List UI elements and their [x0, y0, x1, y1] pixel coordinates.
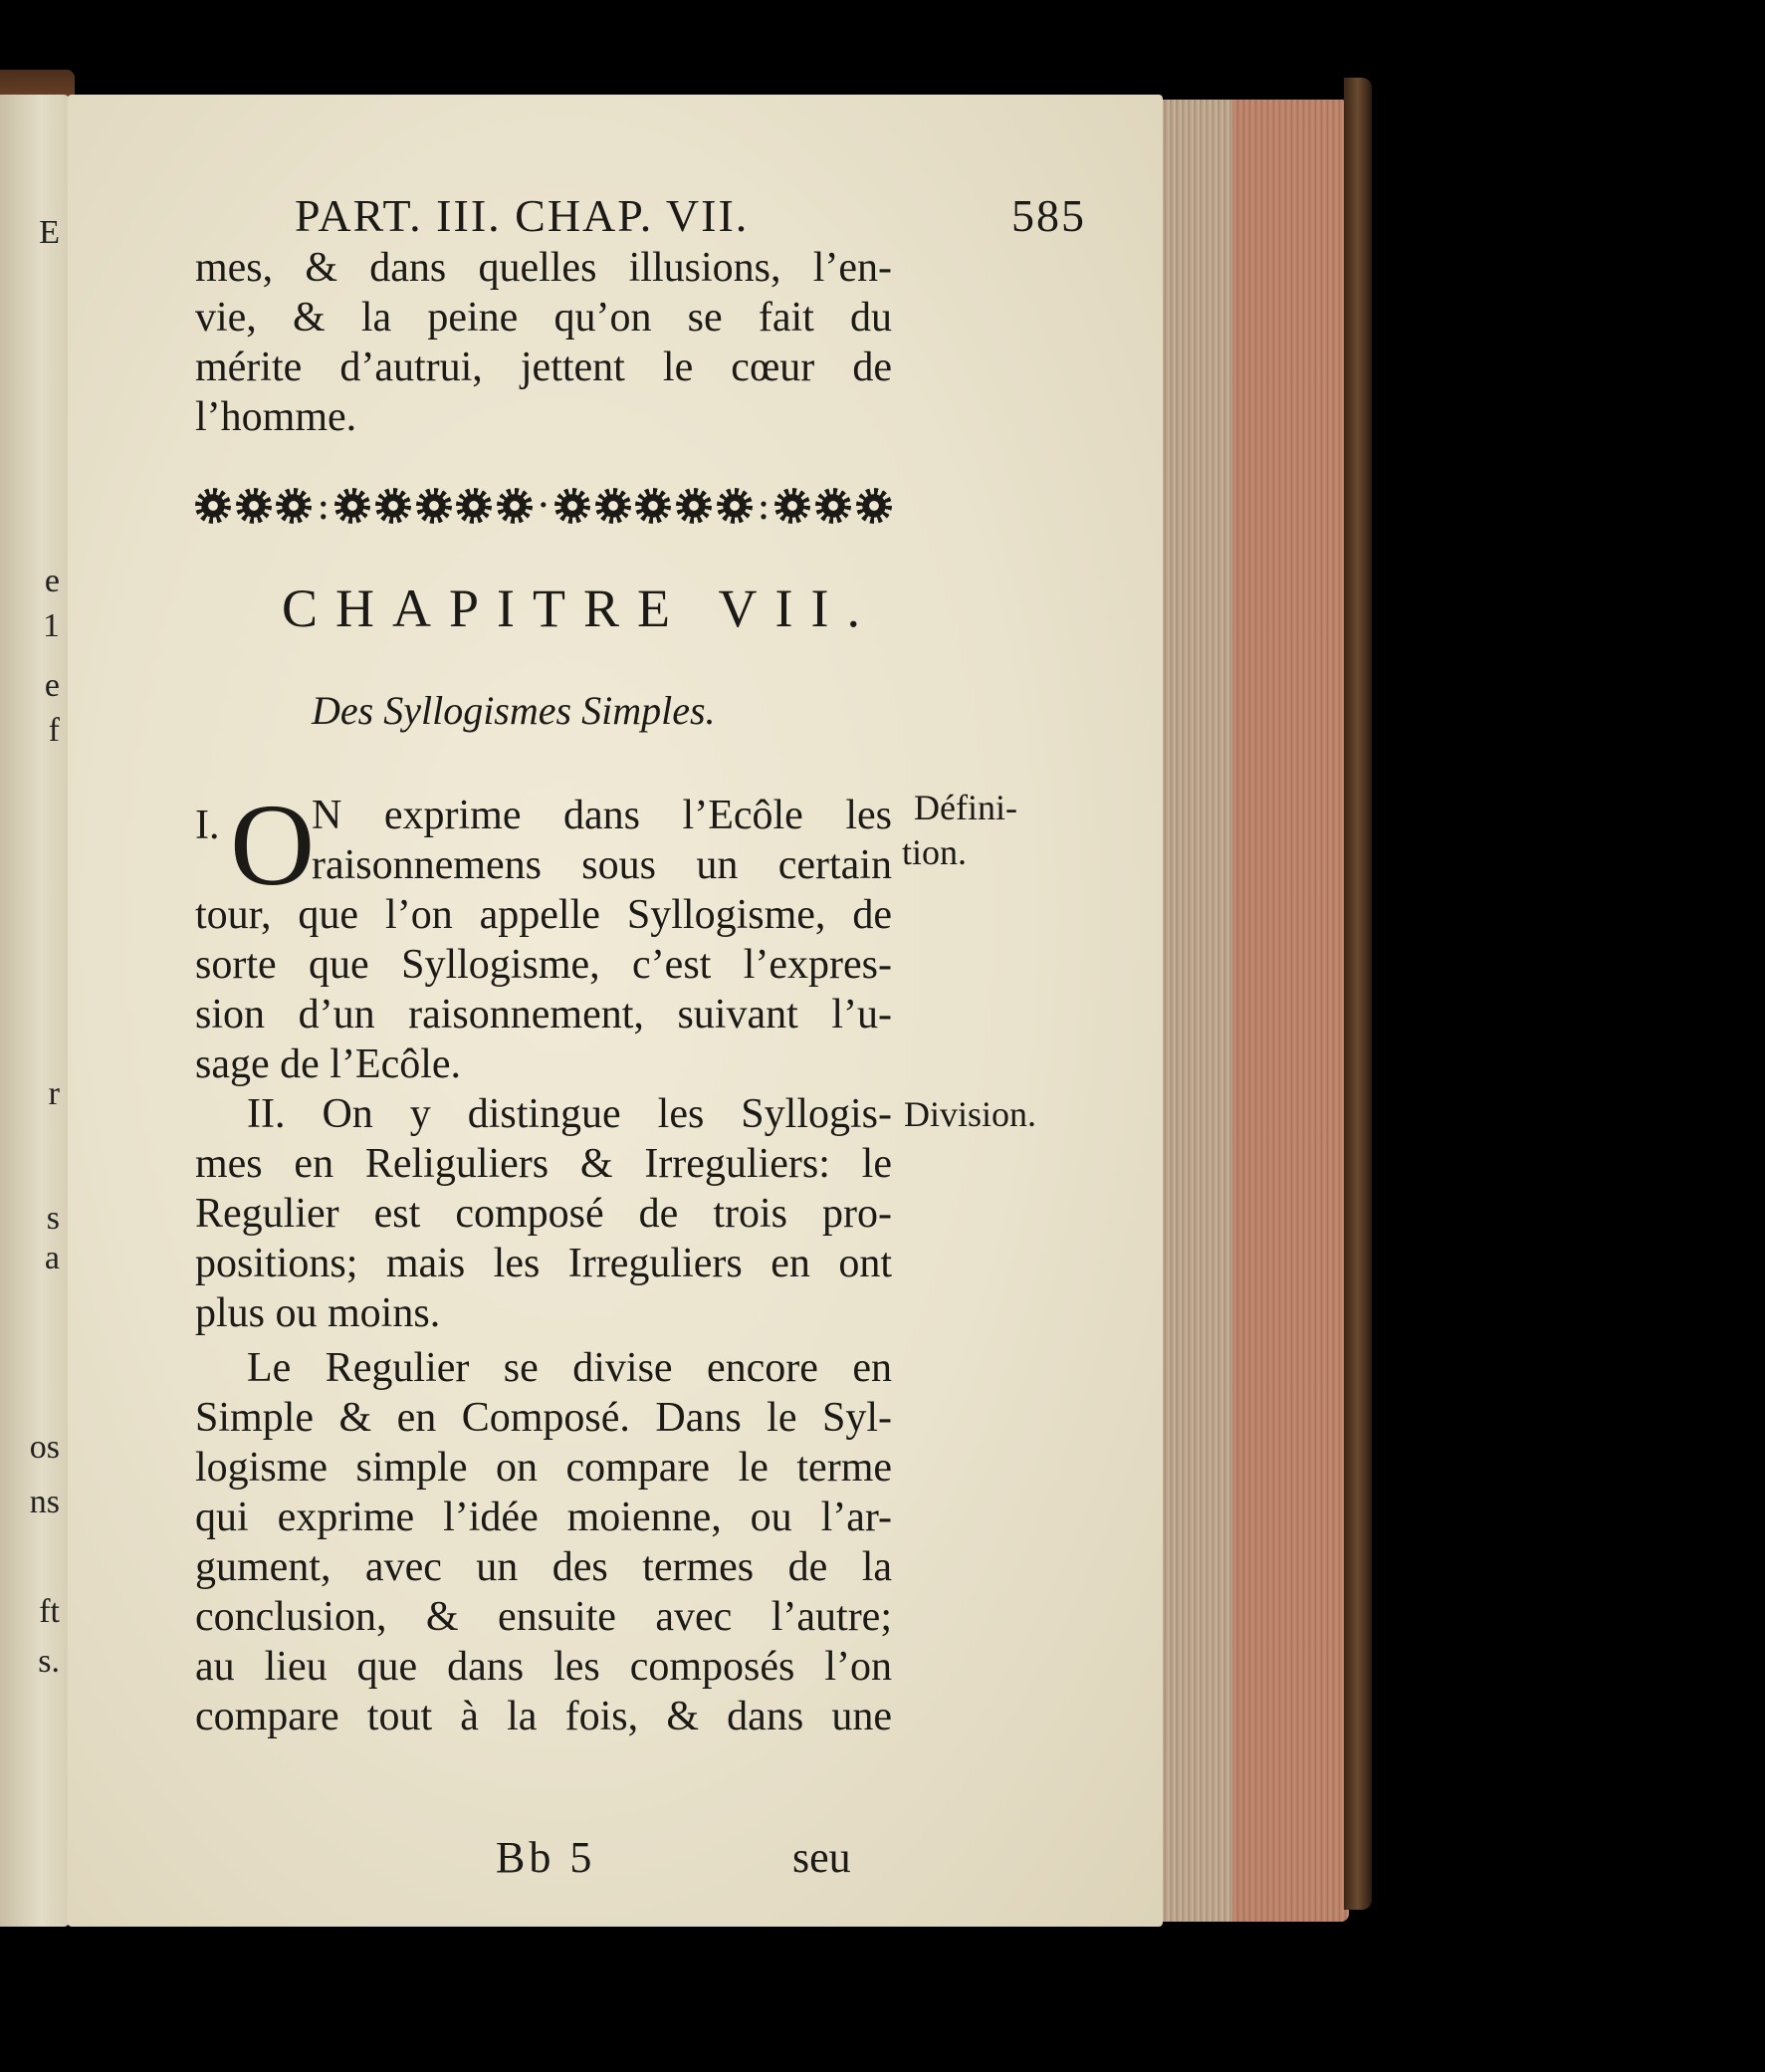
catchword: seu [792, 1833, 851, 1882]
text-line: logisme simple on compare le terme [195, 1445, 892, 1491]
text-line: conclusion, & ensuite avec l’autre; [195, 1594, 892, 1640]
left-page-fragment: f [48, 712, 60, 749]
text-line: l’homme. [195, 394, 357, 440]
text-line: vie, & la peine qu’on se fait du [195, 295, 892, 341]
text-line: sorte que Syllogisme, c’est l’expres- [195, 942, 892, 988]
left-page-fragment: r [48, 1075, 60, 1112]
text-line: Regulier est composé de trois pro- [195, 1191, 892, 1237]
running-head-label: PART. III. CHAP. VII. [295, 190, 750, 241]
left-page-fragment: e [44, 667, 60, 704]
text-line: II. On y distingue les Syllogis- [247, 1091, 892, 1137]
section-number: I. [195, 803, 220, 848]
signature-mark: Bb 5 [496, 1833, 596, 1882]
text-line: au lieu que dans les composés l’on [195, 1644, 892, 1690]
previous-page-edge [0, 95, 70, 1927]
left-page-fragment: e [44, 563, 60, 599]
page-block-edges [1155, 100, 1349, 1922]
left-page-fragment: a [44, 1240, 60, 1276]
text-line: mes en Religuliers & Irreguliers: le [195, 1141, 892, 1187]
text-line: tour, que l’on appelle Syllogisme, de [195, 892, 892, 938]
left-page-fragment: ft [39, 1593, 60, 1630]
page-number: 585 [1011, 190, 1086, 241]
text-line: sage de l’Ecôle. [195, 1041, 462, 1087]
text-line: Le Regulier se divise encore en [247, 1345, 892, 1391]
margin-note-definition: Défini- [914, 788, 1017, 827]
drop-cap: O [230, 780, 316, 910]
chapter-subtitle: Des Syllogismes Simples. [312, 688, 716, 733]
text-line: qui exprime l’idée moienne, ou l’ar- [195, 1495, 892, 1540]
right-cover-board [1344, 78, 1372, 1910]
left-page-fragment: s [46, 1200, 60, 1237]
text-line: mérite d’autrui, jettent le cœur de [195, 345, 892, 390]
chapter-title: CHAPITRE VII. [282, 578, 879, 638]
text-line: compare tout à la fois, & dans une [195, 1694, 892, 1739]
text-line: raisonnemens sous un certain [312, 842, 892, 888]
left-page-fragment: s. [38, 1643, 60, 1680]
red-sprinkled-edge [1232, 100, 1349, 1922]
text-line: mes, & dans quelles illusions, l’en- [195, 245, 892, 291]
text-line: N exprime dans l’Ecôle les [312, 793, 892, 838]
margin-note-division: Division. [904, 1094, 1037, 1134]
left-page-fragment: E [39, 214, 60, 251]
margin-note-definition-cont: tion. [902, 832, 968, 872]
running-head [295, 189, 1086, 242]
left-page-fragment: 1 [43, 607, 60, 644]
text-line: plus ou moins. [195, 1290, 441, 1336]
text-line: positions; mais les Irreguliers en ont [195, 1241, 892, 1286]
left-page-fragment: os [29, 1429, 60, 1466]
text-line: gument, avec un des termes de la [195, 1544, 892, 1590]
book-page [68, 95, 1163, 1927]
text-line: Simple & en Composé. Dans le Syl- [195, 1395, 892, 1441]
left-page-fragment: ns [29, 1484, 60, 1520]
text-line: sion d’un raisonnement, suivant l’u- [195, 992, 892, 1037]
printers-ornament-band: : · : [195, 478, 892, 534]
